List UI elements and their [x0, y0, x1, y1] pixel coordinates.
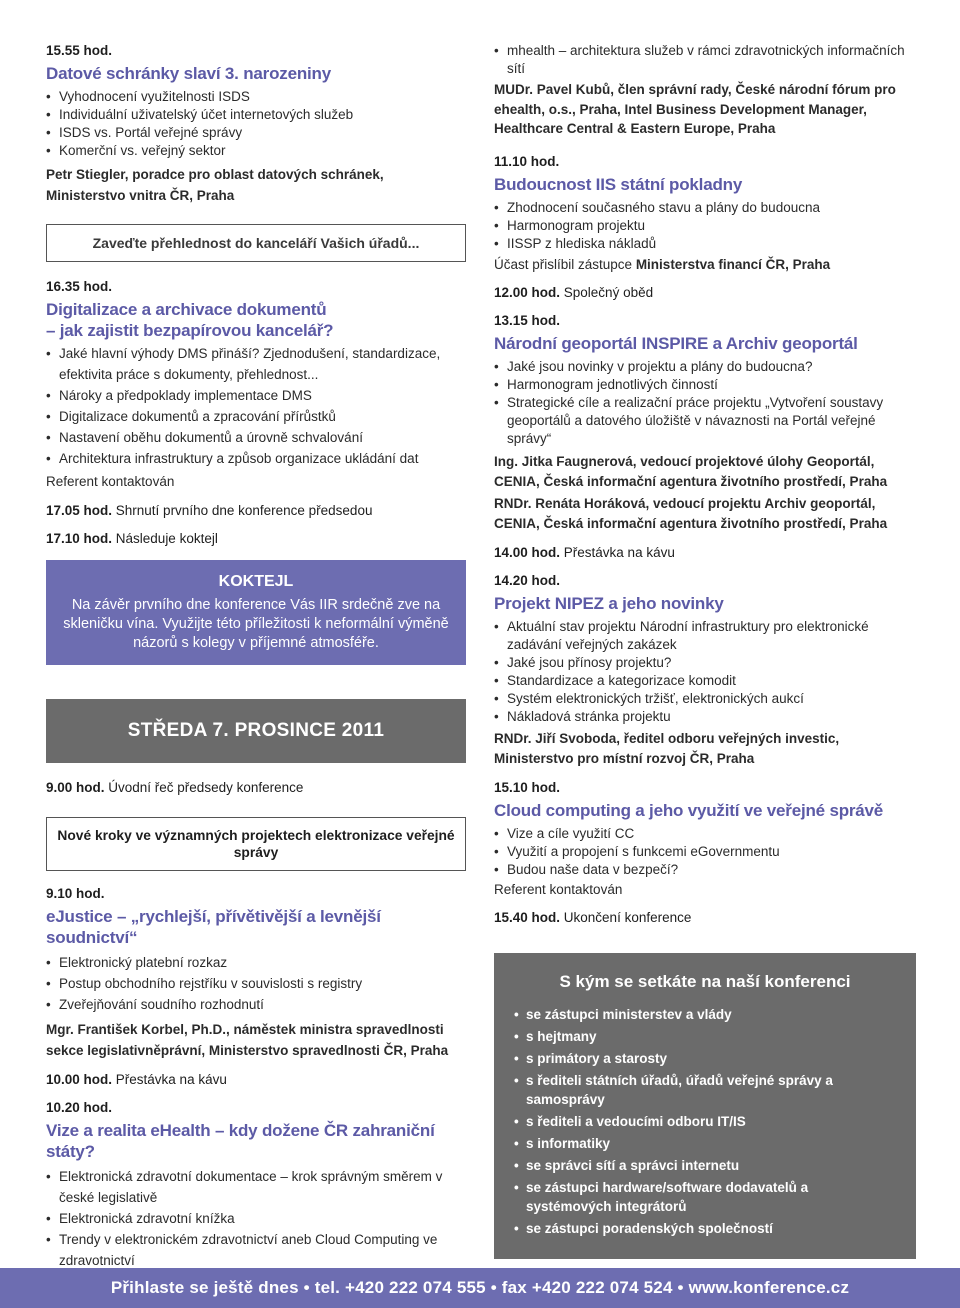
agenda-text: Společný oběd	[560, 284, 654, 300]
session-note	[494, 256, 916, 274]
audience-item: • s informatiky	[514, 1134, 896, 1153]
topic-item: • Architektura infrastruktury a způsob organizace ukládání dat	[46, 448, 466, 469]
session-time: 10.20 hod.	[46, 1100, 113, 1115]
session-title	[46, 299, 466, 341]
topic-item: • Komerční vs. veřejný sektor	[46, 142, 466, 160]
audience-item: • se zástupci ministerstev a vlády	[514, 1005, 896, 1024]
topic-item: • Nákladová stránka projektu	[494, 708, 916, 726]
audience-item: • s hejtmany	[514, 1027, 896, 1046]
agenda-time: 17.10 hod.	[46, 531, 113, 546]
audience-list	[514, 1005, 896, 1238]
agenda-time: 17.05 hod.	[46, 503, 113, 518]
speaker: RNDr. Renáta Horáková, vedoucí projektu Archiv geoportál, CENIA, Česká informační agentura životního prostředí, Praha	[494, 495, 888, 531]
agenda-item	[46, 1071, 466, 1089]
speaker: RNDr. Jiří Svoboda, ředitel odboru veřejných investic, Ministerstvo pro místní rozvoj ČR, Praha	[494, 730, 840, 766]
topic-item: • Nároky a předpoklady implementace DMS	[46, 385, 466, 406]
session-topics	[46, 1166, 466, 1271]
topic-item: • Digitalizace dokumentů a zpracování přírůstků	[46, 406, 466, 427]
footer-contact-bar: Přihlaste se ještě dnes • tel. +420 222 074 555 • fax +420 222 074 524 • www.konference.cz	[0, 1268, 960, 1308]
session-title: Cloud computing a jeho využití ve veřejné správě	[494, 800, 884, 820]
topic-item: • Individuální uživatelský účet internetových služeb	[46, 106, 466, 124]
agenda-text: Úvodní řeč předsedy konference	[104, 780, 304, 795]
left-column	[46, 42, 466, 1271]
speaker: MUDr. Pavel Kubů, člen správní rady, České národní fórum pro ehealth, o.s., Praha, Intel Business Development Manager, Healthcare Central & Eastern Europe, Praha	[494, 82, 896, 136]
topic-item: • Systém elektronických tržišť, elektronických aukcí	[494, 690, 916, 708]
session-time: 15.55 hod.	[46, 43, 113, 58]
session-topics	[494, 199, 916, 253]
session-title: Vize a realita eHealth – kdy dožene ČR zahraniční státy?	[46, 1121, 435, 1161]
cocktail-text: Na závěr prvního dne konference Vás IIR srdečně zve na skleničku vína. Využijte této příležitosti k neformální výměně názorů s kolegy v příjemné atmosféře.	[63, 597, 449, 651]
topic-item: • Jaké jsou novinky v projektu a plány do budoucna?	[494, 358, 916, 376]
day-header: STŘEDA 7. PROSINCE 2011	[46, 699, 466, 763]
topic-item: • Strategické cíle a realizační práce projektu „Vytvoření soustavy geoportálů a datového úložiště v návaznosti na Portál veřejné správy“	[494, 394, 916, 448]
topic-item: • IISSP z hlediska nákladů	[494, 235, 916, 253]
session-title: Projekt NIPEZ a jeho novinky	[494, 593, 724, 613]
agenda-text: Přestávka na kávu	[560, 544, 675, 560]
session-topics	[46, 343, 466, 469]
speaker: Ing. Jitka Faugnerová, vedoucí projektové úlohy Geoportál, CENIA, Česká informační agentura životního prostředí, Praha	[494, 453, 888, 489]
session-title: eJustice – „rychlejší, přívětivější a levnější soudnictví“	[46, 907, 381, 947]
session-title-line: Digitalizace a archivace dokumentů	[46, 300, 327, 319]
topic-item: • Vize a cíle využití CC	[494, 825, 916, 843]
highlight-banner: Zaveďte přehlednost do kanceláří Vašich úřadů...	[46, 224, 466, 262]
agenda-time: 14.00 hod.	[494, 544, 561, 560]
section-banner: Nové kroky ve významných projektech elektronizace veřejné správy	[46, 817, 466, 871]
agenda-text: Přestávka na kávu	[112, 1072, 227, 1087]
session-note: Referent kontaktován	[494, 881, 623, 897]
topic-item: • Využití a propojení s funkcemi eGovernmentu	[494, 843, 916, 861]
topic-item: • Jaké hlavní výhody DMS přináší? Zjednodušení, standardizace, efektivita práce s dokumenty, přehlednost...	[46, 343, 466, 385]
session-time: 14.20 hod.	[494, 572, 561, 588]
session-title: Budoucnost IIS státní pokladny	[494, 174, 743, 194]
topic-item: • Postup obchodního rejstříku v souvislosti s registry	[46, 973, 466, 994]
agenda-time: 12.00 hod.	[494, 284, 561, 300]
session-time: 13.15 hod.	[494, 312, 561, 328]
session-topics	[46, 88, 466, 160]
topic-item: • Trendy v elektronickém zdravotnictví aneb Cloud Computing ve zdravotnictví	[46, 1229, 466, 1271]
topic-item: • Aktuální stav projektu Národní infrastruktury pro elektronické zadávání veřejných zakázek	[494, 618, 916, 654]
agenda-text: Ukončení konference	[560, 909, 692, 925]
agenda-text: Shrnutí prvního dne konference předsedou	[112, 503, 373, 518]
audience-item: • se správci sítí a správci internetu	[514, 1156, 896, 1175]
right-column	[494, 42, 916, 1259]
session-title: Datové schránky slaví 3. narozeniny	[46, 64, 331, 83]
audience-item: • s primátory a starosty	[514, 1049, 896, 1068]
agenda-item	[46, 530, 466, 548]
audience-item: • se zástupci poradenských společností	[514, 1219, 896, 1238]
audience-box	[494, 953, 916, 1259]
agenda-item	[494, 284, 916, 302]
agenda-item	[494, 544, 916, 562]
session-topics	[46, 952, 466, 1015]
cocktail-title: KOKTEJL	[218, 573, 294, 590]
session-topics	[494, 825, 916, 879]
session-title-line: – jak zajistit bezpapírovou kancelář?	[46, 321, 334, 340]
cocktail-box	[46, 560, 466, 665]
topic-item: • Elektronická zdravotní dokumentace – krok správným směrem v české legislativě	[46, 1166, 466, 1208]
session-time: 16.35 hod.	[46, 279, 113, 294]
audience-item: • s řediteli a vedoucími odboru IT/IS	[514, 1112, 896, 1131]
agenda-text: Následuje koktejl	[112, 531, 218, 546]
agenda-item	[46, 502, 466, 520]
agenda-item	[46, 779, 466, 797]
topic-item: • Vyhodnocení využitelnosti ISDS	[46, 88, 466, 106]
topic-item: • Budou naše data v bezpečí?	[494, 861, 916, 879]
session-note: Referent kontaktován	[46, 474, 175, 489]
session-time: 11.10 hod.	[494, 153, 560, 169]
session-topics	[494, 358, 916, 448]
agenda-time: 15.40 hod.	[494, 909, 561, 925]
audience-item: • s řediteli státních úřadů, úřadů veřejné správy a samosprávy	[514, 1071, 896, 1109]
topic-item: • Elektronický platební rozkaz	[46, 952, 466, 973]
audience-title: S kým se setkáte na naší konferenci	[559, 971, 851, 991]
agenda-time: 9.00 hod.	[46, 780, 105, 795]
session-time: 9.10 hod.	[46, 886, 105, 901]
session-topics	[494, 42, 916, 78]
topic-item: • Elektronická zdravotní knížka	[46, 1208, 466, 1229]
agenda-item	[494, 909, 916, 927]
agenda-time: 10.00 hod.	[46, 1072, 113, 1087]
note-text: Účast přislíbil zástupce	[494, 256, 636, 272]
session-topics	[494, 618, 916, 726]
note-institution: Ministerstva financí ČR, Praha	[635, 256, 831, 272]
topic-item: • Harmonogram projektu	[494, 217, 916, 235]
speaker: Mgr. František Korbel, Ph.D., náměstek ministra spravedlnosti sekce legislativněprávní, Ministerstvo spravedlnosti ČR, Praha	[46, 1022, 449, 1058]
topic-item: • ISDS vs. Portál veřejné správy	[46, 124, 466, 142]
session-time: 15.10 hod.	[494, 779, 561, 795]
topic-item: • Zhodnocení současného stavu a plány do budoucna	[494, 199, 916, 217]
topic-item: • mhealth – architektura služeb v rámci zdravotnických informačních sítí	[494, 42, 916, 78]
topic-item: • Nastavení oběhu dokumentů a úrovně schvalování	[46, 427, 466, 448]
topic-item: • Zveřejňování soudního rozhodnutí	[46, 994, 466, 1015]
session-title: Národní geoportál INSPIRE a Archiv geoportál	[494, 333, 858, 353]
topic-item: • Standardizace a kategorizace komodit	[494, 672, 916, 690]
topic-item: • Jaké jsou přínosy projektu?	[494, 654, 916, 672]
topic-item: • Harmonogram jednotlivých činností	[494, 376, 916, 394]
audience-item: • se zástupci hardware/software dodavatelů a systémových integrátorů	[514, 1178, 896, 1216]
speaker: Petr Stiegler, poradce pro oblast datových schránek, Ministerstvo vnitra ČR, Praha	[46, 167, 384, 203]
